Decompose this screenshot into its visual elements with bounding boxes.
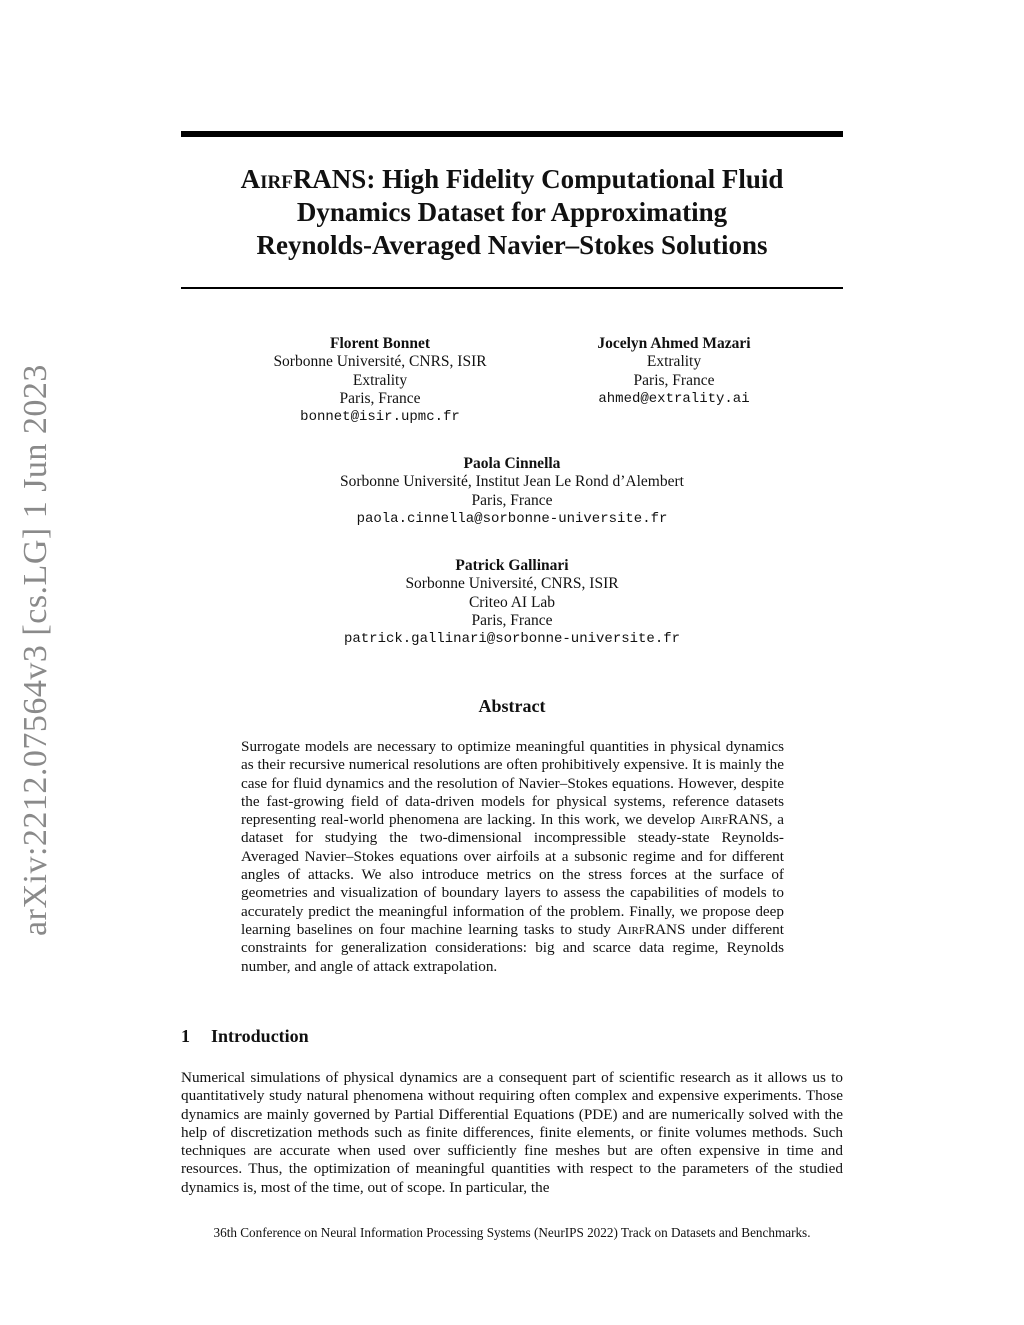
author-affiliation: Sorbonne Université, CNRS, ISIR — [405, 575, 619, 593]
introduction-text: Numerical simulations of physical dynamics are a consequent part of scientific research as it allows us to quantitatively study natural phenomena without requiring often complex and expensive experiments. Those dynamics are mainly governed by Partial Differential Equations (PDE) and are numerically solved with the help of discretization methods such as finite differences, finite elements, or finite volumes methods. Such techniques are accurate when used over sufficiently fine meshes but are often expensive in time and resources. Thus, the optimization of meaningful quantities with respect to the parameters of the studied dynamics is, most of the time, out of scope. In particular, the — [181, 1069, 843, 1196]
author-name: Jocelyn Ahmed Mazari — [597, 335, 751, 352]
abstract-text: Surrogate models are necessary to optimize meaningful quantities in physical dynamics as their recursive numerical resolutions are often prohibitively expensive. It is mainly the case for fluid dynamics and the resolution of Navier–Stokes equations. However, despite the fast-growing field of data-driven models for physical systems, reference datasets representing real-world phenomena are lacking. In this work, we develop AirfRANS, a dataset for studying the two-dimensional incompressible steady-state Reynolds-Averaged Navier–Stokes equations over airfoils at a subsonic regime and for different angles of attacks. We also introduce metrics on the stress forces at the surface of geometries and visualization of boundary layers to assess the capabilities of models to accurately predict the meaningful information of the problem. Finally, we propose deep learning baselines on four machine learning tasks to study AirfRANS under different constraints for generalization considerations: big and scarce data regime, Reynolds number, and angle of attack extrapolation. — [241, 738, 784, 975]
author-location: Paris, France — [471, 491, 553, 509]
author-location: Paris, France — [633, 371, 715, 389]
arxiv-side-identifier: arXiv:2212.07564v3 [cs.LG] 1 Jun 2023 — [17, 364, 55, 936]
author-block-3 — [281, 455, 743, 528]
author-affiliation: Extrality — [352, 371, 408, 389]
section-title: Introduction — [211, 1026, 309, 1046]
author-name: Florent Bonnet — [329, 335, 431, 352]
author-block-2 — [544, 335, 804, 408]
abstract-heading: Abstract — [478, 696, 546, 716]
author-email[interactable]: bonnet@isir.upmc.fr — [300, 409, 460, 426]
author-email[interactable]: patrick.gallinari@sorbonne-universite.fr — [343, 631, 681, 648]
title-line-2: Dynamics Dataset for Approximating — [296, 197, 728, 227]
author-location: Paris, France — [339, 389, 421, 407]
author-affiliation: Sorbonne Université, CNRS, ISIR — [273, 353, 487, 371]
title-line-3: Reynolds-Averaged Navier–Stokes Solutions — [256, 230, 768, 260]
dataset-name: AirfRANS — [700, 811, 769, 829]
section-number: 1 — [181, 1026, 190, 1046]
author-block-4 — [281, 557, 743, 648]
author-affiliation: Criteo AI Lab — [468, 593, 556, 611]
title-rule-bottom — [181, 287, 843, 289]
author-email[interactable]: ahmed@extrality.ai — [598, 390, 750, 407]
author-name: Patrick Gallinari — [455, 557, 569, 574]
author-location: Paris, France — [471, 611, 553, 629]
title-rule-top — [181, 131, 843, 137]
title-dataset-name: AirfRANS — [240, 164, 367, 194]
paper-title — [181, 163, 843, 262]
author-affiliation: Extrality — [646, 353, 702, 371]
dataset-name: AirfRANS — [616, 920, 686, 938]
author-name: Paola Cinnella — [463, 455, 561, 472]
author-email[interactable]: paola.cinnella@sorbonne-universite.fr — [356, 510, 668, 527]
section-heading-introduction — [181, 1026, 309, 1047]
title-line-1: AirfRANS: High Fidelity Computational Fluid — [240, 164, 784, 194]
conference-footnote: 36th Conference on Neural Information Processing Systems (NeurIPS 2022) Track on Datasets and Benchmarks. — [213, 1225, 811, 1240]
author-affiliation: Sorbonne Université, Institut Jean Le Rond d’Alembert — [340, 473, 684, 491]
author-block-1 — [230, 335, 530, 426]
